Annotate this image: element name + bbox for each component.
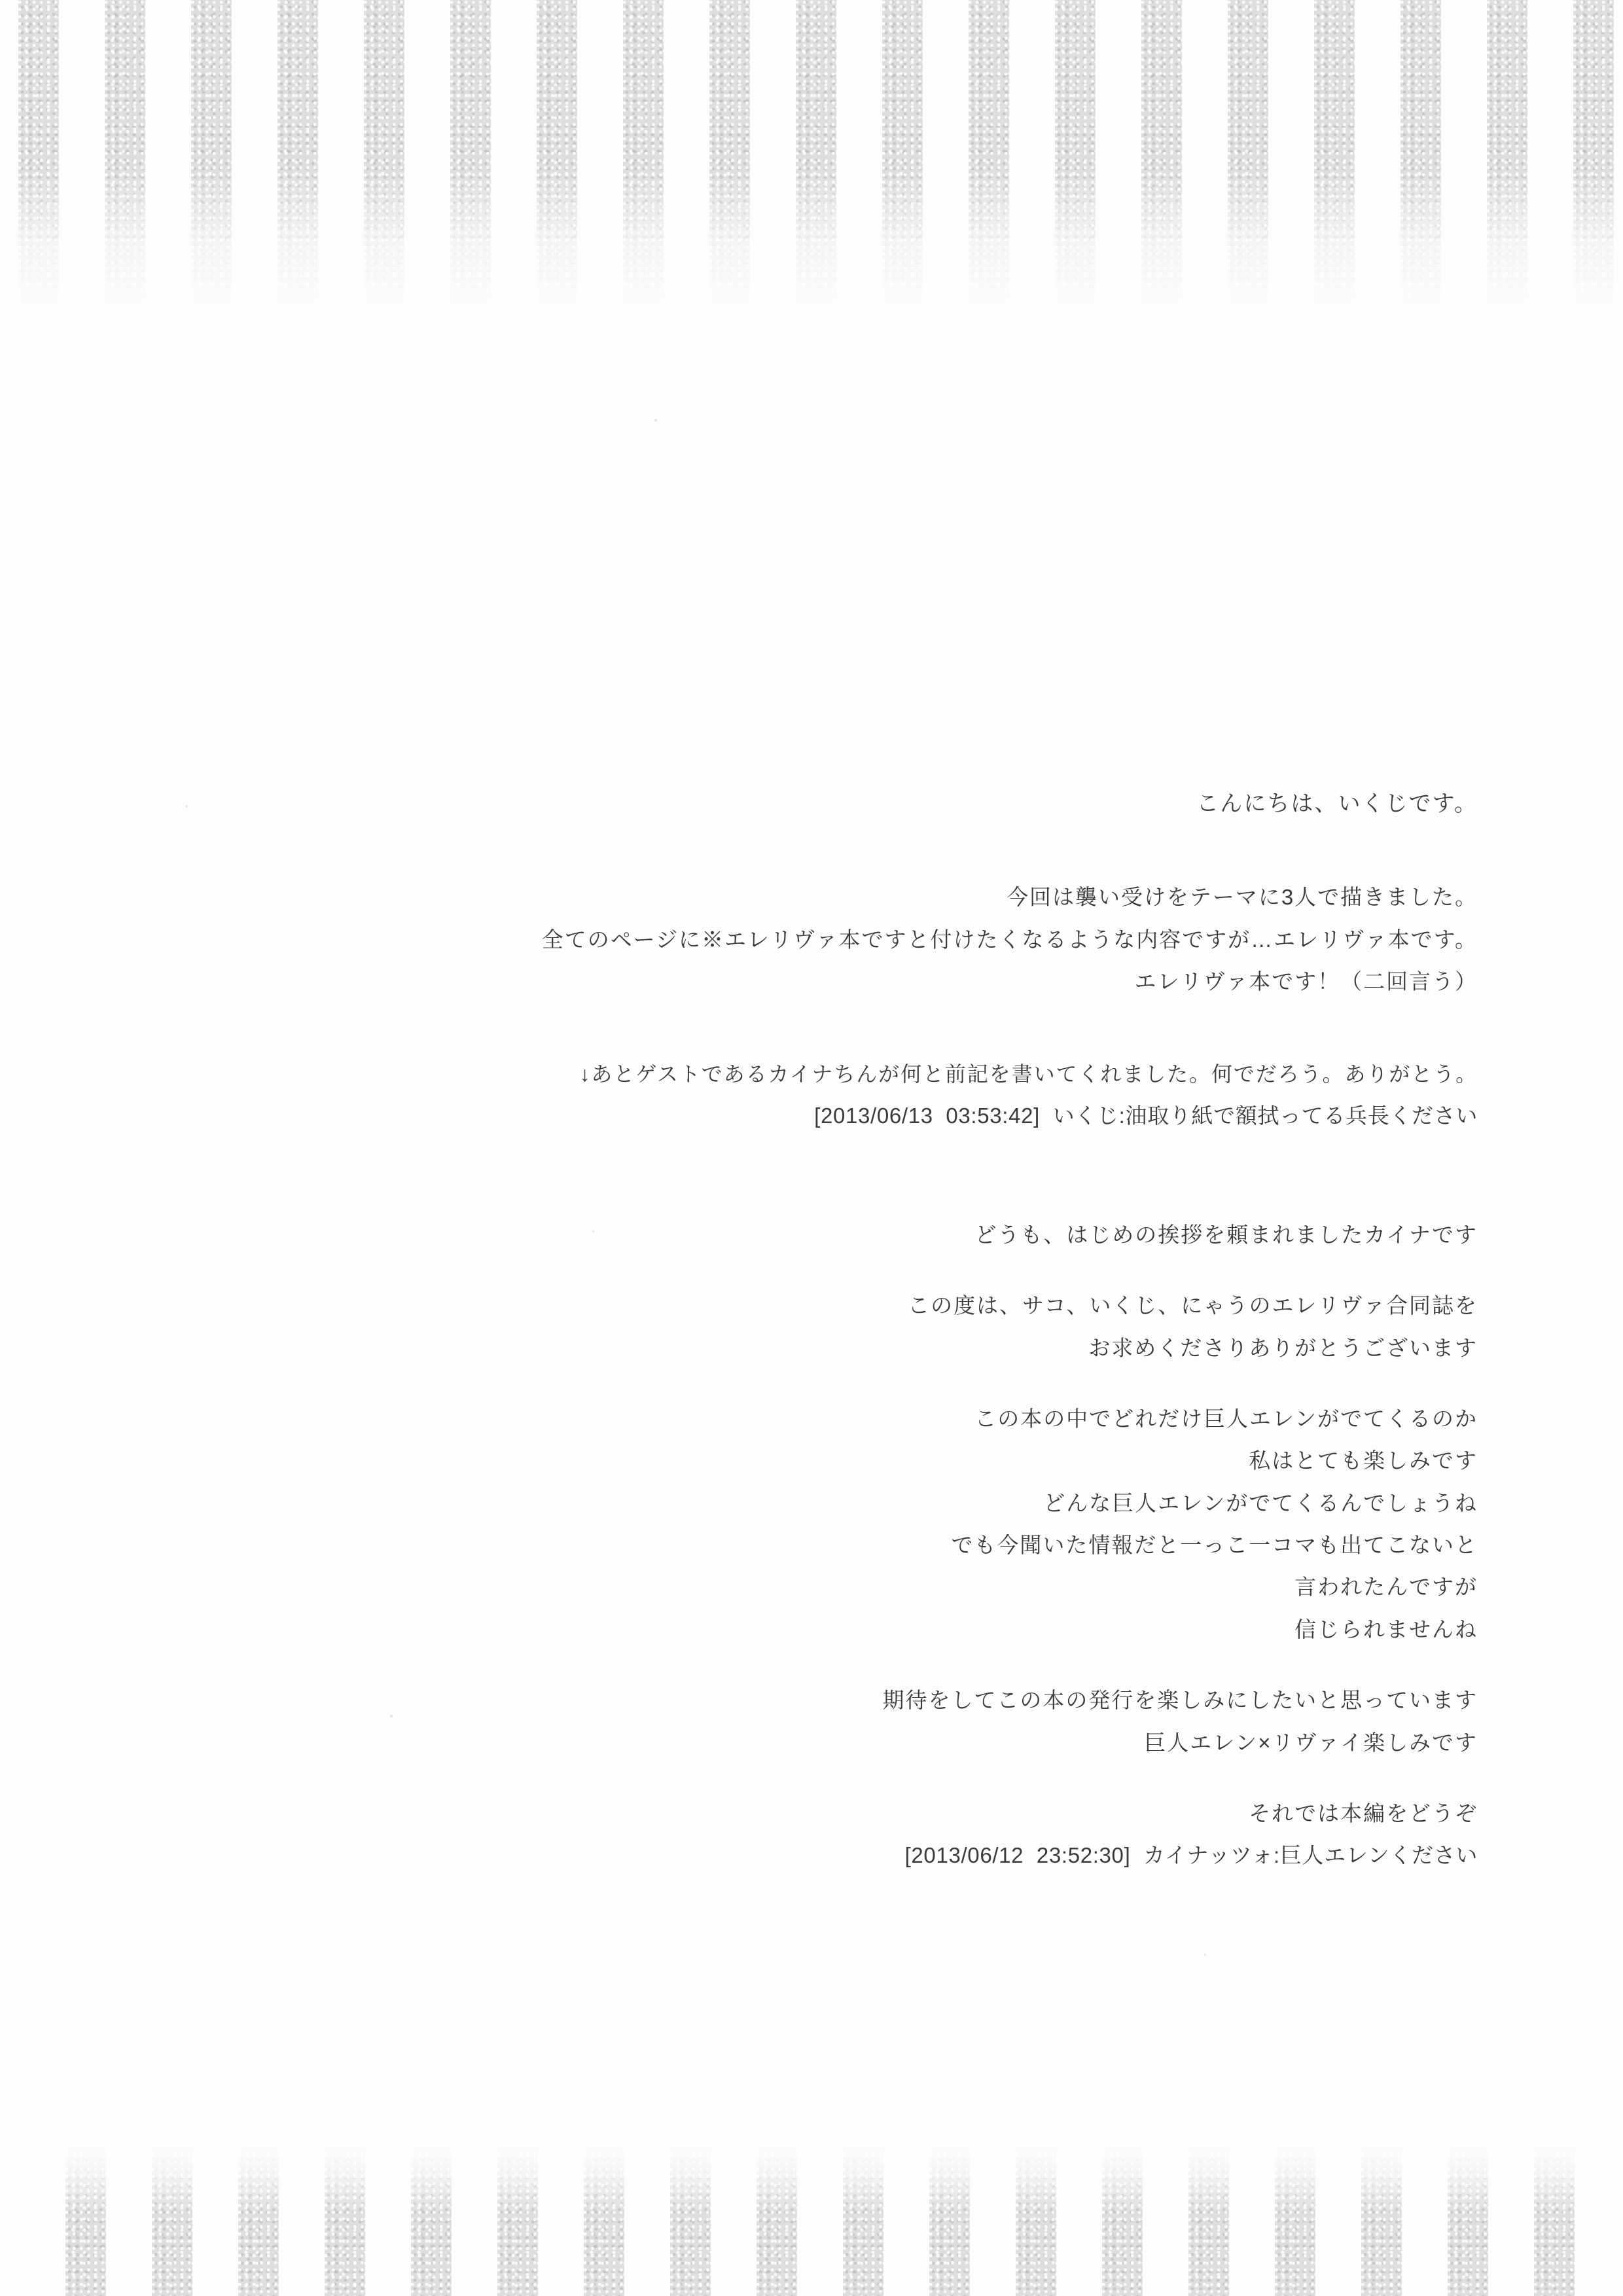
guest-note-paragraph bbox=[130, 1054, 1478, 1137]
spacer bbox=[130, 1137, 1478, 1214]
kaina-closing-paragraph bbox=[130, 1679, 1478, 1764]
spacer bbox=[130, 1003, 1478, 1054]
kaina-greeting-line-1: どうも、はじめの挨拶を頼まれましたカイナです bbox=[974, 1223, 1478, 1247]
intro-line-3: エレリヴァ本です！（二回言う） bbox=[1134, 969, 1478, 994]
spacer bbox=[130, 825, 1478, 876]
afterword-text-column bbox=[130, 782, 1478, 1877]
paper-speck bbox=[1204, 1954, 1206, 1956]
kaina-body-line-4: でも今聞いた情報だと一っこ一コマも出てこないと bbox=[951, 1533, 1478, 1558]
kaina-closing-line-1: 期待をしてこの本の発行を楽しみにしたいと思っています bbox=[882, 1688, 1478, 1713]
intro-paragraph bbox=[130, 876, 1478, 1003]
kaina-signoff-line-1: それでは本編をどうぞ bbox=[1249, 1801, 1478, 1825]
kaina-body-line-1: この本の中でどれだけ巨人エレンがでてくるのか bbox=[974, 1407, 1478, 1431]
kaina-body-line-2: 私はとても楽しみです bbox=[1249, 1448, 1478, 1473]
kaina-thanks-line-2: お求めくださりありがとうございます bbox=[1088, 1335, 1478, 1360]
greeting-paragraph bbox=[130, 782, 1478, 825]
spacer bbox=[130, 1369, 1478, 1398]
kaina-body-line-3: どんな巨人エレンがでてくるんでしょうね bbox=[1043, 1490, 1478, 1515]
kaina-thanks-line-1: この度は、サコ、いくじ、にゃうのエレリヴァ合同誌を bbox=[908, 1293, 1478, 1318]
intro-line-2: 全てのページに※エレリヴァ本ですと付けたくなるような内容ですが…エレリヴァ本です。 bbox=[541, 927, 1478, 952]
kaina-body-paragraph bbox=[130, 1398, 1478, 1651]
kaina-body-line-6: 信じられませんね bbox=[1294, 1617, 1478, 1641]
kaina-closing-line-2: 巨人エレン×リヴァイ楽しみです bbox=[1144, 1730, 1478, 1755]
kaina-signoff-paragraph bbox=[130, 1793, 1478, 1877]
greeting-line-1: こんにちは、いくじです。 bbox=[1196, 791, 1478, 816]
kaina-thanks-paragraph bbox=[130, 1285, 1478, 1369]
guest-note-timestamp: [2013/06/13 03:53:42] いくじ:油取り紙で額拭ってる兵長ください bbox=[814, 1103, 1478, 1128]
spacer bbox=[130, 1764, 1478, 1793]
kaina-greeting-paragraph bbox=[130, 1214, 1478, 1256]
spacer bbox=[130, 1651, 1478, 1679]
kaina-signoff-timestamp: [2013/06/12 23:52:30] カイナッツォ:巨人エレンください bbox=[904, 1843, 1478, 1868]
kaina-body-line-5: 言われたんですが bbox=[1294, 1575, 1478, 1600]
guest-note-line-1: ↓あとゲストであるカイナちんが何と前記を書いてくれました。何でだろう。ありがとう。 bbox=[579, 1062, 1478, 1086]
intro-line-1: 今回は襲い受けをテーマに3人で描きました。 bbox=[1007, 885, 1478, 910]
paper-speck bbox=[654, 419, 657, 422]
spacer bbox=[130, 1256, 1478, 1285]
